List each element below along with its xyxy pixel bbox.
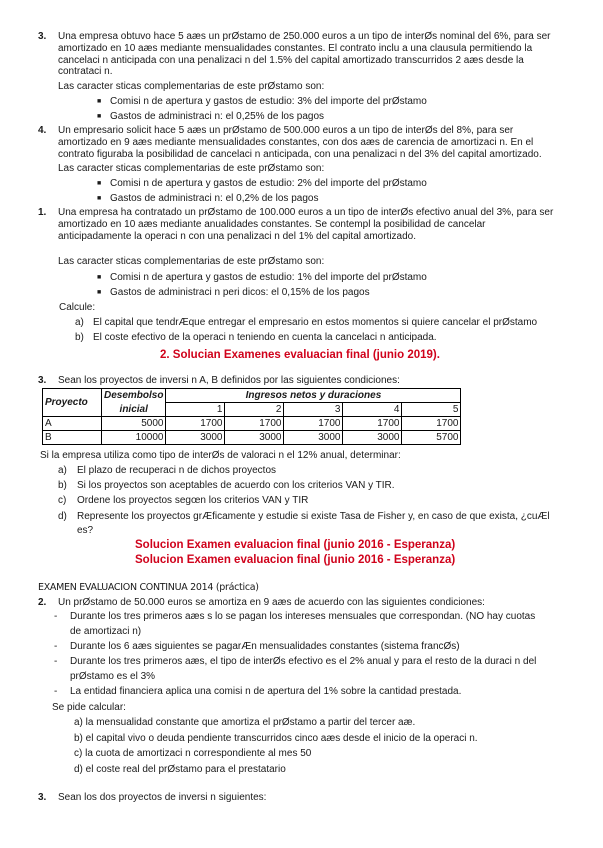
header-ingresos: Ingresos netos y duraciones — [166, 389, 461, 403]
desembolso-cell: 10000 — [102, 431, 166, 445]
table-followup: Si la empresa utiliza como tipo de interØs de valoraci n el 12% anual, determinar: — [40, 450, 401, 461]
desembolso-cell: 5000 — [102, 417, 166, 431]
header-proyecto: Proyecto — [43, 389, 102, 417]
sepide-label: Se pide calcular: — [52, 702, 126, 713]
item-text: es? — [77, 525, 94, 536]
item-text: c) la cuota de amortizaci n correspondiente al mes 50 — [74, 748, 312, 759]
bullet-item: Gastos de administraci n: el 0,2% de los pagos — [110, 193, 319, 204]
period-header: 3 — [284, 403, 343, 417]
bullet-icon: ■ — [97, 98, 102, 105]
condition-line: Durante los 6 aæs siguientes se pagarÆn mensualidades constantes (sistema francØs) — [70, 641, 460, 652]
paragraph-line: amortizado en 9 aæs mediante mensualidades constantes, con dos aæs de carencia de amortizaci n. En el — [58, 137, 534, 148]
item-text: El capital que tendrÆque entregar el empresario en estos momentos si quiere cancelar el prØstamo — [93, 317, 538, 328]
question-intro: Sean los dos proyectos de inversi n siguientes: — [58, 792, 267, 803]
bullet-item: Gastos de administraci n peri dicos: el 0,15% de los pagos — [110, 287, 370, 298]
header-inicial: inicial — [102, 403, 166, 417]
period-header: 1 — [166, 403, 225, 417]
value-cell: 1700 — [166, 417, 225, 431]
paragraph-line: Una empresa ha contratado un prØstamo de 100.000 euros a un tipo de interØs efectivo anual del 3%, para ser — [58, 207, 554, 218]
bullet-item: Gastos de administraci n: el 0,25% de los pagos — [110, 111, 325, 122]
paragraph-line: anticipadamente la operaci n con una penalizaci n del 1% del capital amortizado. — [58, 231, 417, 242]
dash-icon: - — [54, 641, 58, 652]
project-name: A — [43, 417, 102, 431]
period-header: 4 — [343, 403, 402, 417]
item-text: El plazo de recuperaci n de dichos proyectos — [77, 465, 277, 476]
question-intro: Sean los proyectos de inversi n A, B definidos por las siguientes condiciones: — [58, 375, 400, 386]
bullet-item: Comisi n de apertura y gastos de estudio: 2% del importe del prØstamo — [110, 178, 427, 189]
item-label: d) — [58, 511, 67, 522]
value-cell: 1700 — [343, 417, 402, 431]
header-desembolso: Desembolso — [102, 389, 166, 403]
bullet-icon: ■ — [97, 195, 102, 202]
table-row — [43, 431, 461, 445]
item-label: c) — [58, 495, 67, 506]
condition-line: de amortizaci n) — [70, 626, 142, 637]
item-text: Ordene los proyectos segœn los criterios VAN y TIR — [77, 495, 309, 506]
condition-line: Durante los tres primeros aæs s lo se pagan los intereses mensuales que correspondan. (NO hay cuotas — [70, 611, 536, 622]
item-text: b) el capital vivo o deuda pendiente transcurridos cinco aæs desde el inicio de la operaci n. — [74, 733, 478, 744]
item-text: El coste efectivo de la operaci n teniendo en cuenta la cancelaci n anticipada. — [93, 332, 437, 343]
value-cell: 1700 — [284, 417, 343, 431]
item-label: a) — [75, 317, 84, 328]
question-number: 2. — [38, 597, 47, 608]
question-number: 3. — [38, 375, 47, 386]
value-cell: 1700 — [225, 417, 284, 431]
item-text: Represente los proyectos grÆficamente y estudie si existe Tasa de Fisher y, en caso de que exista, ¿cuÆl — [77, 511, 550, 522]
condition-line: La entidad financiera aplica una comisi n de apertura del 1% sobre la cantidad prestada. — [70, 686, 462, 697]
question-number: 3. — [38, 31, 47, 42]
condition-line: prØstamo es el 3% — [70, 671, 156, 682]
dash-icon: - — [54, 656, 58, 667]
question-number: 1. — [38, 207, 47, 218]
period-header: 2 — [225, 403, 284, 417]
item-text: d) el coste real del prØstamo para el prestatario — [74, 764, 286, 775]
value-cell: 5700 — [402, 431, 461, 445]
question-number: 4. — [38, 125, 47, 136]
condition-line: Durante los tres primeros aæs, el tipo de interØs efectivo es el 2% anual y para el resto de la duraci n del — [70, 656, 537, 667]
paragraph-line: Un empresario solicit hace 5 aæs un prØstamo de 500.000 euros a un tipo de interØs del 8%, para ser — [58, 125, 514, 136]
bullet-icon: ■ — [97, 113, 102, 120]
section-heading: EXAMEN EVALUACION CONTINUA 2014 (práctica) — [38, 582, 259, 593]
period-header: 5 — [402, 403, 461, 417]
project-name: B — [43, 431, 102, 445]
list-intro: Las caracter sticas complementarias de este prØstamo son: — [58, 256, 325, 267]
paragraph-line: contrato figuraba la posibilidad de cancelaci n anticipada, con una penalizaci n del 3% del capital amortizado. — [58, 149, 542, 160]
value-cell: 1700 — [402, 417, 461, 431]
dash-icon: - — [54, 686, 58, 697]
bullet-icon: ■ — [97, 289, 102, 296]
calcule-label: Calcule: — [59, 302, 96, 313]
paragraph-line: contrataci n. — [58, 66, 113, 77]
question-intro: Un prØstamo de 50.000 euros se amortiza en 9 aæs de acuerdo con las siguientes condiciones: — [58, 597, 485, 608]
item-label: b) — [75, 332, 84, 343]
solution-link-2019[interactable]: 2. Solucian Examenes evaluacian final (junio 2019). — [160, 349, 440, 361]
projects-table — [42, 388, 461, 445]
value-cell: 3000 — [343, 431, 402, 445]
solution-link-2016[interactable]: Solucion Examen evaluacion final (junio 2016 - Esperanza) — [135, 539, 456, 551]
list-intro: Las caracter sticas complementarias de este prØstamo son: — [58, 81, 325, 92]
list-intro: Las caracter sticas complementarias de este prØstamo son: — [58, 163, 325, 174]
question-number: 3. — [38, 792, 47, 803]
paragraph-line: amortizado en 10 aæs mediante mensualidades constantes. El contrato inclu a una clausula permitiendo la — [58, 43, 533, 54]
value-cell: 3000 — [166, 431, 225, 445]
item-text: Si los proyectos son aceptables de acuerdo con los criterios VAN y TIR. — [77, 480, 395, 491]
solution-link-2016[interactable]: Solucion Examen evaluacion final (junio 2016 - Esperanza) — [135, 554, 456, 566]
paragraph-line: Una empresa obtuvo hace 5 aæs un prØstamo de 250.000 euros a un tipo de interØs nominal del 6%, para ser — [58, 31, 551, 42]
item-label: b) — [58, 480, 67, 491]
table-row — [43, 417, 461, 431]
bullet-item: Comisi n de apertura y gastos de estudio: 3% del importe del prØstamo — [110, 96, 427, 107]
item-label: a) — [58, 465, 67, 476]
dash-icon: - — [54, 611, 58, 622]
value-cell: 3000 — [284, 431, 343, 445]
bullet-item: Comisi n de apertura y gastos de estudio: 1% del importe del prØstamo — [110, 272, 427, 283]
paragraph-line: amortizado en 10 aæs mediante anualidades constantes. Se contempl la posibilidad de cancelar — [58, 219, 486, 230]
bullet-icon: ■ — [97, 274, 102, 281]
value-cell: 3000 — [225, 431, 284, 445]
paragraph-line: cancelaci n anticipada con una penalizaci n del 1.5% del capital amortizado transcurridos 2 aæs desde la — [58, 55, 524, 66]
bullet-icon: ■ — [97, 180, 102, 187]
item-text: a) la mensualidad constante que amortiza el prØstamo a partir del tercer aæ. — [74, 717, 416, 728]
